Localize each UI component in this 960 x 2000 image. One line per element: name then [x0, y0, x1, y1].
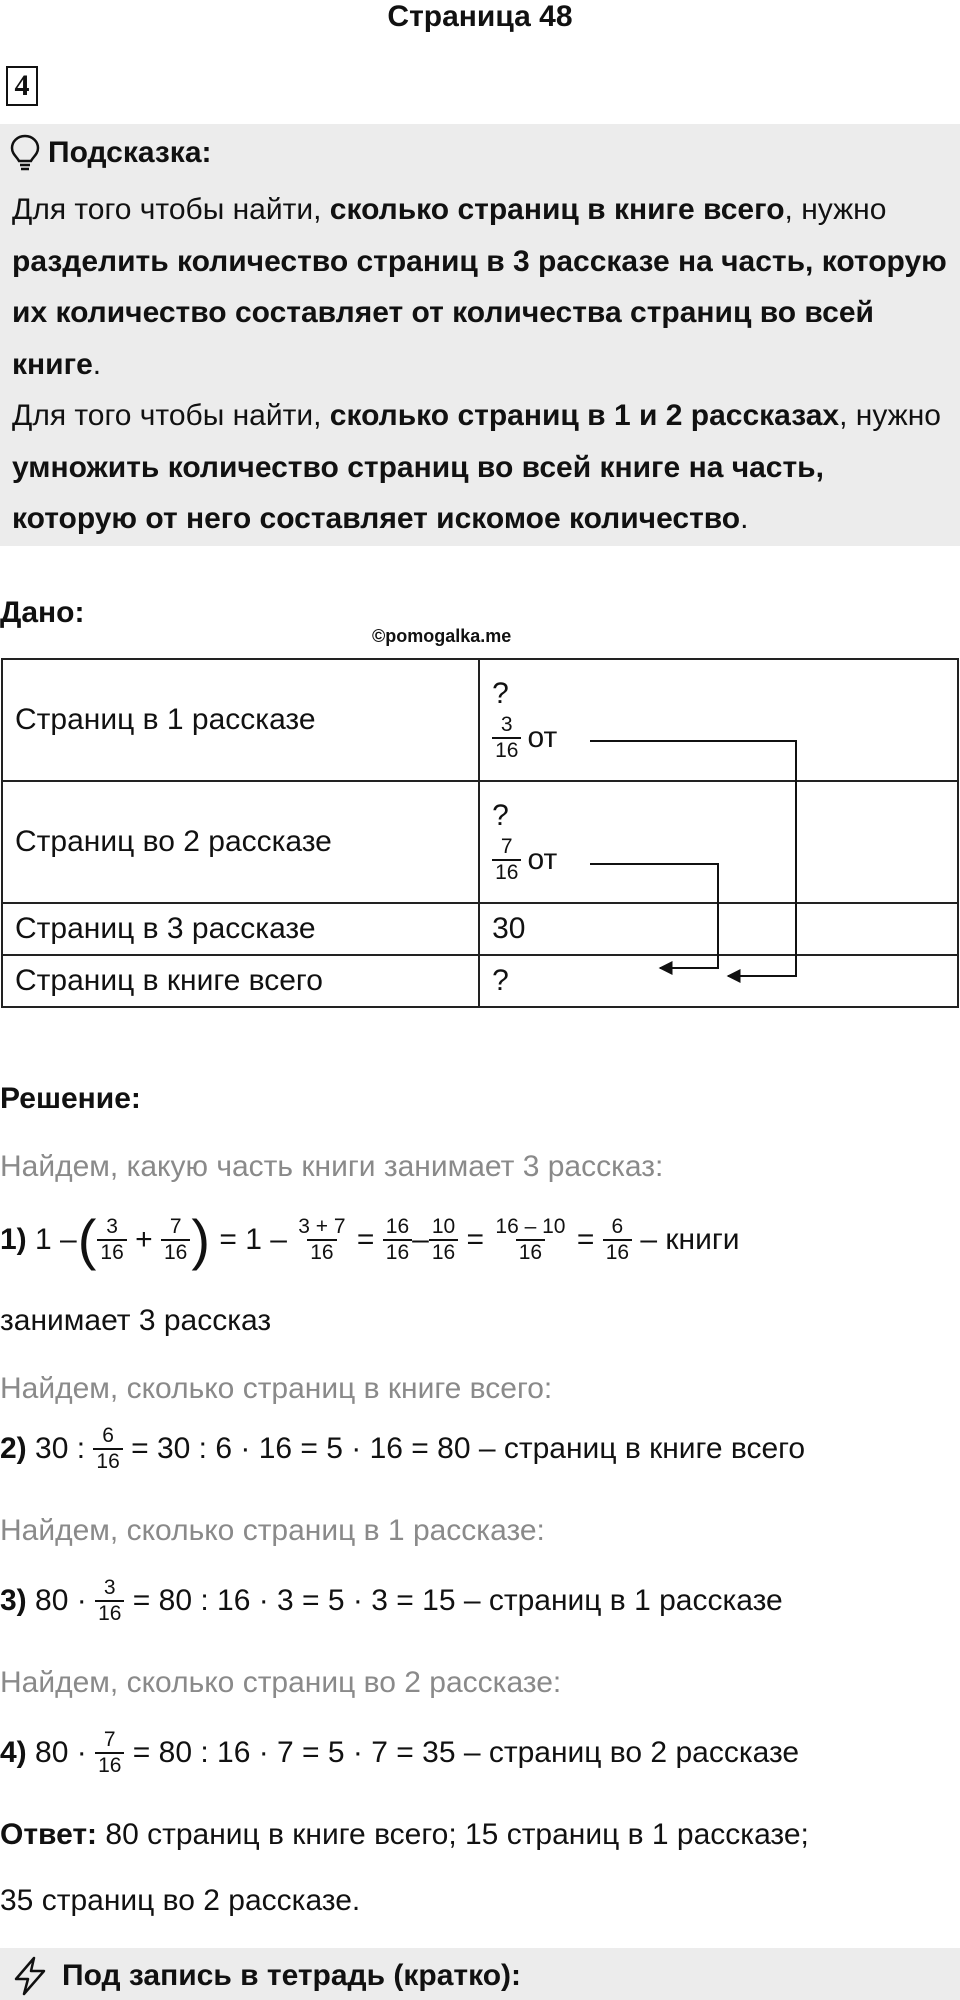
- expr-text: = 80 : 16 · 7 = 5 · 7 = 35 – страниц во 2 рассказе: [132, 1736, 800, 1769]
- fraction: [95, 1576, 124, 1626]
- step-1-expression: [0, 1208, 740, 1271]
- hint-text-part: .: [740, 502, 749, 535]
- fraction-denominator: 16: [492, 737, 521, 763]
- step-4-expression: [0, 1728, 799, 1778]
- fraction-numerator: 16: [385, 1215, 410, 1238]
- fraction-numerator: 16 – 10: [495, 1215, 566, 1238]
- fraction-denominator: 16: [516, 1239, 545, 1265]
- table-cell-label: Страниц в книге всего: [2, 955, 479, 1007]
- fraction-numerator: 3: [106, 1215, 118, 1238]
- unknown-mark: ?: [492, 799, 509, 832]
- table-cell-label: Страниц во 2 рассказе: [2, 781, 479, 903]
- table-cell-value: ?: [479, 955, 958, 1007]
- fraction-denominator: 16: [161, 1239, 190, 1265]
- fraction-numerator: 3 + 7: [298, 1215, 346, 1238]
- short-notes-title: Под запись в тетрадь (кратко):: [62, 1959, 522, 1992]
- hint-text-bold: сколько страниц в 1 и 2 рассказах: [329, 399, 840, 432]
- step-2-intro: Найдем, сколько страниц в книге всего:: [0, 1372, 553, 1405]
- fraction: [161, 1215, 190, 1265]
- step-number: 4): [0, 1736, 27, 1769]
- answer-line-2: 35 страниц во 2 рассказе.: [0, 1884, 361, 1917]
- fraction-denominator: 16: [383, 1239, 412, 1265]
- expr-text: = 1 –: [219, 1223, 287, 1256]
- table-cell-value: 30: [479, 903, 958, 955]
- step-1-continuation: занимает 3 рассказ: [0, 1304, 272, 1337]
- unknown-mark: ?: [492, 677, 509, 710]
- fraction-denominator: 16: [492, 859, 521, 885]
- expr-text: = 30 : 6 · 16 = 5 · 16 = 80 – страниц в книге всего: [131, 1432, 806, 1465]
- fraction-denominator: 16: [97, 1239, 126, 1265]
- expr-text: =: [576, 1223, 595, 1256]
- fraction: [95, 1728, 124, 1778]
- step-3-expression: [0, 1576, 783, 1626]
- fraction-numerator: 7: [103, 1728, 116, 1751]
- fraction-denominator: 16: [429, 1239, 458, 1265]
- fraction-numerator: 6: [102, 1424, 114, 1447]
- solution-label: Решение:: [0, 1082, 141, 1115]
- arrow-line: [590, 864, 718, 968]
- short-notes-header: [10, 1956, 521, 1996]
- fraction-denominator: 16: [307, 1239, 336, 1265]
- paren-close: ): [191, 1208, 210, 1271]
- expr-text: – книги: [640, 1223, 740, 1256]
- step-number: 2): [0, 1432, 27, 1465]
- expr-text: 1 –: [35, 1223, 77, 1256]
- expr-text: =: [466, 1223, 485, 1256]
- hint-text-bold: сколько страниц в книге всего: [329, 193, 785, 226]
- given-label: Дано:: [0, 596, 85, 629]
- table-cell-label: Страниц в 1 рассказе: [2, 659, 479, 781]
- step-number: 1): [0, 1223, 27, 1256]
- hint-title: Подсказка:: [48, 136, 212, 169]
- expr-text: =: [356, 1223, 375, 1256]
- fraction-denominator: 16: [93, 1448, 122, 1474]
- fraction-numerator: 3: [103, 1576, 116, 1599]
- page-title: Страница 48: [387, 0, 573, 33]
- expr-text: 80 ·: [35, 1584, 87, 1617]
- fraction-numerator: 3: [500, 713, 513, 736]
- answer-text: 80 страниц в книге всего; 15 страниц в 1 рассказе;: [97, 1818, 809, 1851]
- step-3-intro: Найдем, сколько страниц в 1 рассказе:: [0, 1514, 545, 1547]
- of-label: от: [527, 721, 558, 754]
- hint-text-bold: разделить количество страниц в 3 рассказе на часть, которую их количество составляет от количества страниц во всей книге: [12, 244, 947, 381]
- answer-label: Ответ:: [0, 1818, 98, 1851]
- fraction-numerator: 10: [431, 1215, 456, 1238]
- hint-text-part: Для того чтобы найти,: [12, 399, 330, 432]
- task-number: 4: [6, 66, 38, 106]
- fraction: [383, 1215, 412, 1265]
- step-1-intro: Найдем, какую часть книги занимает 3 рассказ:: [0, 1150, 664, 1183]
- fraction: [603, 1215, 632, 1265]
- hint-text-part: Для того чтобы найти,: [12, 193, 330, 226]
- of-label: от: [527, 843, 558, 876]
- fraction: [93, 1424, 122, 1474]
- fraction-denominator: 16: [95, 1752, 124, 1778]
- hint-text-part: .: [92, 347, 102, 381]
- fraction: [295, 1215, 348, 1265]
- hint-text-part: , нужно: [839, 399, 941, 432]
- fraction-numerator: 6: [611, 1215, 624, 1238]
- arrow-line: [590, 741, 796, 976]
- fraction: [97, 1215, 126, 1265]
- hint-text-bold: умножить количество страниц во всей книге на часть, которую от него составляет искомое количество: [12, 450, 824, 535]
- expr-text: –: [412, 1223, 429, 1256]
- answer-line-1: [0, 1818, 809, 1852]
- hint-text-part: , нужно: [784, 193, 887, 226]
- fraction-numerator: 7: [500, 835, 513, 858]
- fraction-numerator: 7: [169, 1215, 182, 1238]
- fraction-denominator: 16: [603, 1239, 632, 1265]
- expr-text: = 80 : 16 · 3 = 5 · 3 = 15 – страниц в 1 рассказе: [132, 1584, 783, 1617]
- expr-text: +: [135, 1223, 153, 1256]
- table-cell-label: Страниц в 3 рассказе: [2, 903, 479, 955]
- expr-text: 30 :: [35, 1432, 86, 1465]
- fraction: [492, 1215, 568, 1265]
- fraction-denominator: 16: [95, 1600, 124, 1626]
- lightning-icon: [10, 1956, 50, 1996]
- expr-text: 80 ·: [35, 1736, 87, 1769]
- step-4-intro: Найдем, сколько страниц во 2 рассказе:: [0, 1666, 562, 1699]
- fraction: [429, 1215, 458, 1265]
- watermark: ©pomogalka.me: [372, 626, 512, 646]
- step-2-expression: [0, 1424, 805, 1474]
- paren-open: (: [77, 1208, 97, 1271]
- step-number: 3): [0, 1584, 27, 1617]
